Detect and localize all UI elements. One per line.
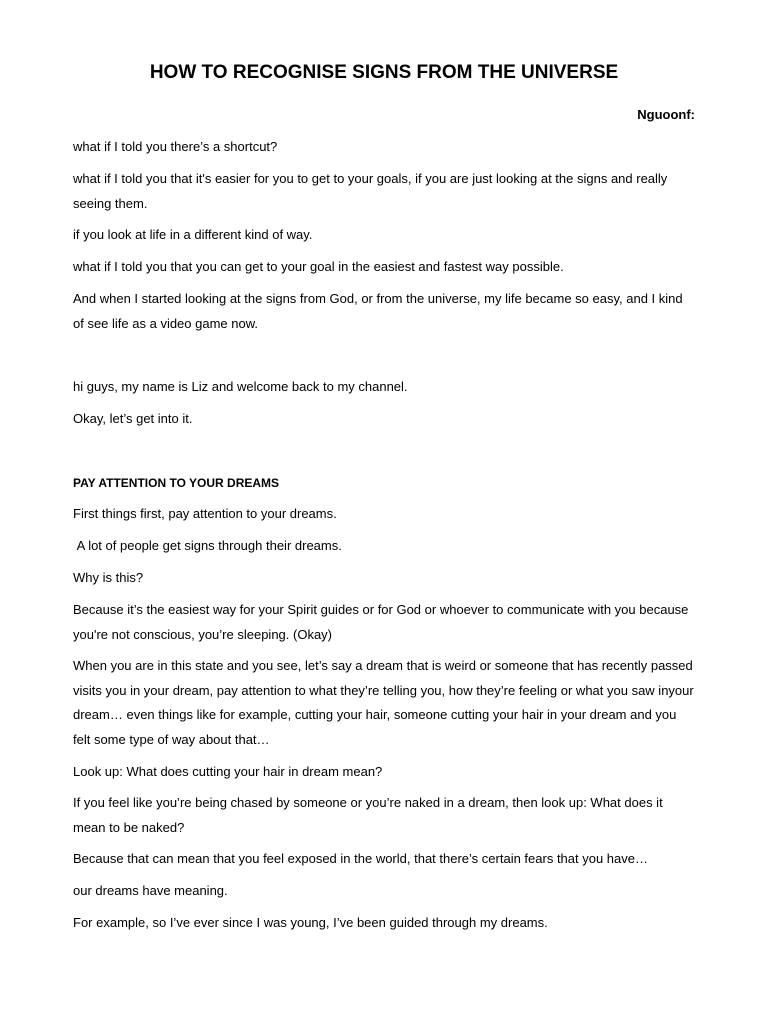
author-label: Nguoonf:: [637, 107, 695, 122]
paragraph: what if I told you that it's easier for you to get to your goals, if you are just looking at the signs and really seeing them.: [73, 171, 671, 211]
paragraph: And when I started looking at the signs from God, or from the universe, my life became so easy, and I kind of see life as a video game now.: [73, 291, 687, 331]
paragraph: Why is this?: [73, 570, 144, 585]
paragraph: Because that can mean that you feel exposed in the world, that there’s certain fears that you have…: [73, 851, 648, 866]
document-title: HOW TO RECOGNISE SIGNS FROM THE UNIVERSE: [149, 62, 619, 83]
paragraph: When you are in this state and you see, let’s say a dream that is weird or someone that has recently passed visits you in your dream, pay attention to what they’re telling you, how they’re feeling or what you saw inyour dream… even things like for example, cutting your hair, someone cutting your hair in your dream and you felt some type of way about that…: [73, 658, 698, 747]
paragraph: what if I told you that you can get to your goal in the easiest and fastest way possible.: [73, 259, 564, 274]
paragraph: Because it’s the easiest way for your Spirit guides or for God or whoever to communicate with you because you're not conscious, you’re sleeping. (Okay): [73, 602, 693, 642]
paragraph: what if I told you there’s a shortcut?: [73, 139, 278, 154]
paragraph: our dreams have meaning.: [73, 883, 228, 898]
paragraph: Look up: What does cutting your hair in dream mean?: [73, 764, 383, 779]
paragraph: For example, so I’ve ever since I was young, I’ve been guided through my dreams.: [73, 915, 548, 930]
paragraph: If you feel like you’re being chased by someone or you’re naked in a dream, then look up: What does it mean to be naked?: [73, 795, 667, 835]
section-heading: PAY ATTENTION TO YOUR DREAMS: [73, 476, 280, 490]
paragraph: if you look at life in a different kind of way.: [73, 227, 313, 242]
paragraph: Okay, let’s get into it.: [73, 411, 193, 426]
paragraph: A lot of people get signs through their dreams.: [73, 538, 342, 553]
paragraph: hi guys, my name is Liz and welcome back to my channel.: [73, 379, 408, 394]
paragraph: First things first, pay attention to your dreams.: [73, 506, 337, 521]
